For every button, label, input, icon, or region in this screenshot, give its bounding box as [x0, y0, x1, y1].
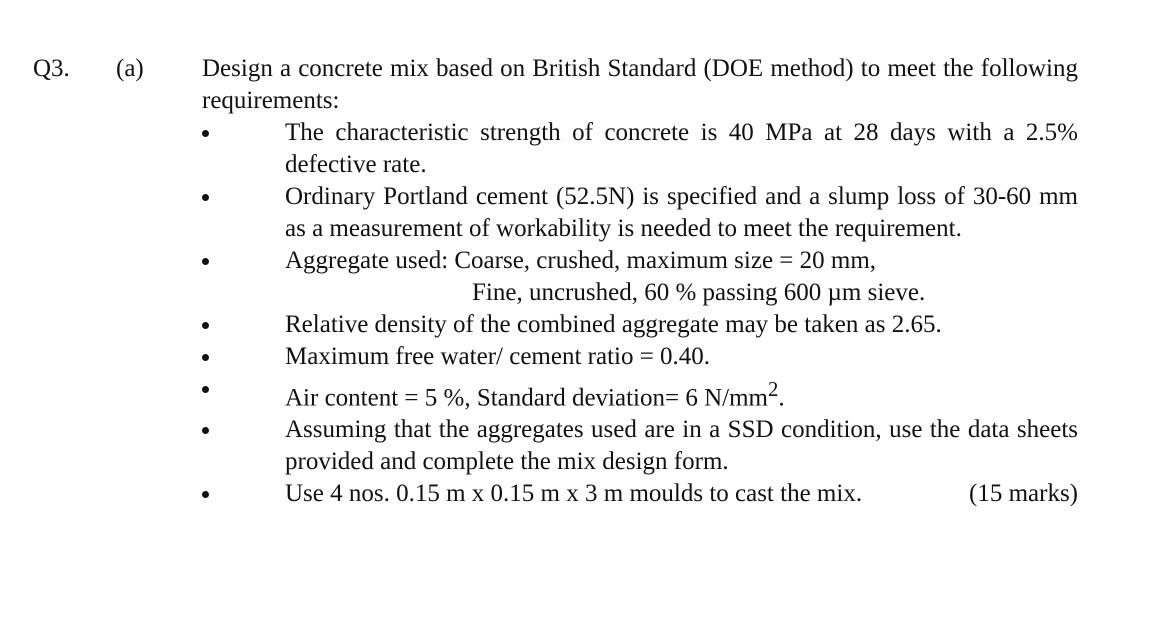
bullet-icon [202, 322, 209, 329]
requirement-text: Relative density of the combined aggregate may be taken as 2.65. [285, 311, 942, 338]
aggregate-fine-line: Fine, uncrushed, 60 % passing 600 µm sieve. [472, 279, 926, 306]
requirement-strength [202, 117, 1078, 181]
superscript-two: 2 [767, 377, 779, 401]
requirement-text: Ordinary Portland cement (52.5N) is specified and a slump loss of 30-60 mm as a measurement of workability is needed to meet the requirement. [285, 183, 1078, 242]
requirement-cement [202, 181, 1078, 245]
requirement-aggregate [202, 245, 1078, 309]
air-content-period: . [778, 384, 785, 412]
question-part-label: (a) [116, 55, 144, 82]
requirement-text [285, 245, 1078, 309]
requirements-list [202, 117, 1078, 510]
question-number: Q3. [33, 55, 70, 82]
bullet-icon [202, 354, 209, 361]
question-intro: Design a concrete mix based on British Standard (DOE method) to meet the following requirements: [202, 55, 1078, 114]
requirement-air-content [202, 373, 1078, 414]
bullet-icon [202, 194, 209, 201]
requirement-ssd-condition [202, 414, 1078, 478]
moulds-text: Use 4 nos. 0.15 m x 0.15 m x 3 m moulds to cast the mix. [285, 480, 863, 508]
requirement-moulds [202, 478, 1078, 510]
requirement-text: Assuming that the aggregates used are in a SSD condition, use the data sheets provided and complete the mix design form. [285, 416, 1078, 476]
air-content-text: Air content = 5 %, Standard deviation= 6 N/mm [285, 384, 768, 412]
requirement-density [202, 309, 1078, 341]
bullet-icon [202, 491, 209, 498]
marks-label: (15 marks) [969, 480, 1078, 508]
requirement-text: Maximum free water/ cement ratio = 0.40. [285, 343, 711, 370]
bullet-icon [202, 427, 209, 434]
bullet-icon [202, 130, 209, 137]
bullet-icon [202, 386, 209, 393]
requirement-text [285, 478, 1078, 510]
requirement-text: The characteristic strength of concrete is 40 MPa at 28 days with a 2.5% defective rate. [285, 119, 1078, 178]
bullet-icon [202, 258, 209, 265]
requirement-water-cement-ratio [202, 341, 1078, 373]
aggregate-coarse-line: Aggregate used: Coarse, crushed, maximum size = 20 mm, [285, 247, 877, 274]
requirement-text [285, 373, 1078, 414]
